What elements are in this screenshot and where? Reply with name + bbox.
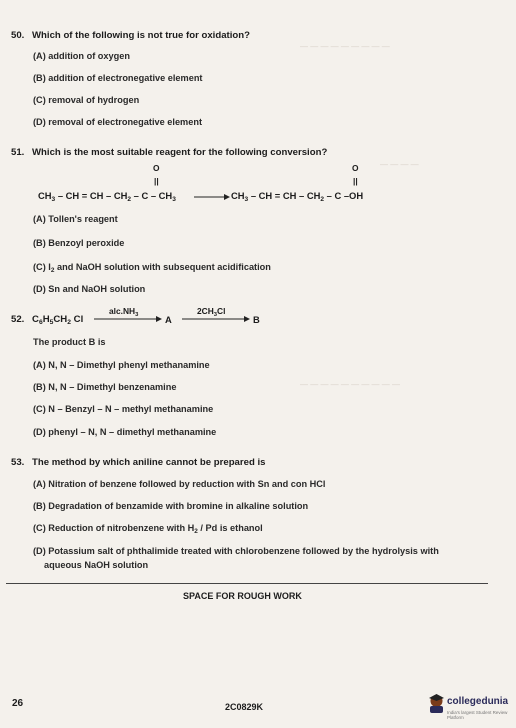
reagent-label: $alc.NH_3$	[109, 306, 139, 318]
reactant-formula: $CH_3$ – CH = CH – $CH_2$ – C – $CH_3$	[38, 190, 176, 203]
brand-tagline: India's largest Student Review Platform	[447, 710, 508, 720]
bleed-through-text: — — — —	[380, 160, 419, 169]
bleed-through-text: — — — — — — — — —	[300, 42, 390, 51]
option-b[interactable]: (B) N, N – Dimethyl benzenamine	[33, 382, 177, 392]
product-b: B	[253, 314, 260, 325]
reaction-arrow	[182, 315, 250, 323]
question-text: The method by which aniline cannot be prepared is	[32, 457, 266, 468]
intermediate-a: A	[165, 314, 172, 325]
reaction-arrow	[94, 315, 162, 323]
page-number: 26	[12, 698, 24, 709]
carbonyl-oxygen-label: O	[352, 163, 359, 173]
option-c[interactable]: (C) Reduction of nitrobenzene with $H_2$ / Pd is ethanol	[33, 523, 263, 535]
option-d[interactable]: (D) phenyl – N, N – dimethyl methanamine	[33, 427, 217, 437]
question-50	[11, 30, 250, 41]
option-d[interactable]: (D) removal of electronegative element	[33, 117, 202, 127]
product-formula: $CH_3$ – CH = CH – $CH_2$ – C –OH	[231, 190, 364, 203]
option-a[interactable]: (A) Nitration of benzene followed by reduction with Sn and con HCl	[33, 479, 326, 489]
double-bond-mark: ||	[154, 176, 159, 186]
option-c[interactable]: (C) N – Benzyl – N – methyl methanamine	[33, 404, 214, 414]
option-d-continuation: aqueous NaOH solution	[44, 560, 149, 570]
paper-code: 2C0829K	[225, 702, 264, 712]
double-bond-mark: ||	[353, 176, 358, 186]
option-a[interactable]: (A) Tollen's reagent	[33, 214, 118, 224]
question-number: 53.	[11, 457, 25, 468]
question-text: Which of the following is not true for oxidation?	[32, 30, 250, 41]
question-51	[11, 147, 327, 158]
option-c[interactable]: (C) $I_2$ and NaOH solution with subsequent acidification	[33, 262, 271, 274]
option-b[interactable]: (B) Benzoyl peroxide	[33, 238, 125, 248]
reactant-formula: $C_6H_5CH_2$ Cl	[32, 314, 84, 326]
question-number: 50.	[11, 30, 25, 41]
reagent-label: $2CH_3Cl$	[197, 306, 226, 318]
question-number: 51.	[11, 147, 25, 158]
brand-name: collegedunia	[447, 696, 509, 707]
option-d[interactable]: (D) Sn and NaOH solution	[33, 284, 146, 294]
option-b[interactable]: (B) Degradation of benzamide with bromine in alkaline solution	[33, 501, 309, 511]
question-52	[11, 314, 83, 326]
question-number: 52.	[11, 314, 25, 325]
question-text: Which is the most suitable reagent for the following conversion?	[32, 147, 328, 158]
question-53	[11, 457, 266, 468]
carbonyl-oxygen-label: O	[153, 163, 160, 173]
reaction-arrow	[194, 193, 230, 201]
option-a[interactable]: (A) addition of oxygen	[33, 51, 130, 61]
option-b[interactable]: (B) addition of electronegative element	[33, 73, 203, 83]
question-text: The product B is	[33, 337, 106, 347]
bleed-through-text: — — — — — — — — — —	[300, 380, 401, 389]
option-a[interactable]: (A) N, N – Dimethyl phenyl methanamine	[33, 360, 210, 370]
rough-work-label: SPACE FOR ROUGH WORK	[183, 591, 302, 601]
rough-work-divider	[6, 583, 488, 584]
option-d[interactable]: (D) Potassium salt of phthalimide treated with chlorobenzene followed by the hydrolysis with	[33, 546, 439, 556]
option-c[interactable]: (C) removal of hydrogen	[33, 95, 140, 105]
